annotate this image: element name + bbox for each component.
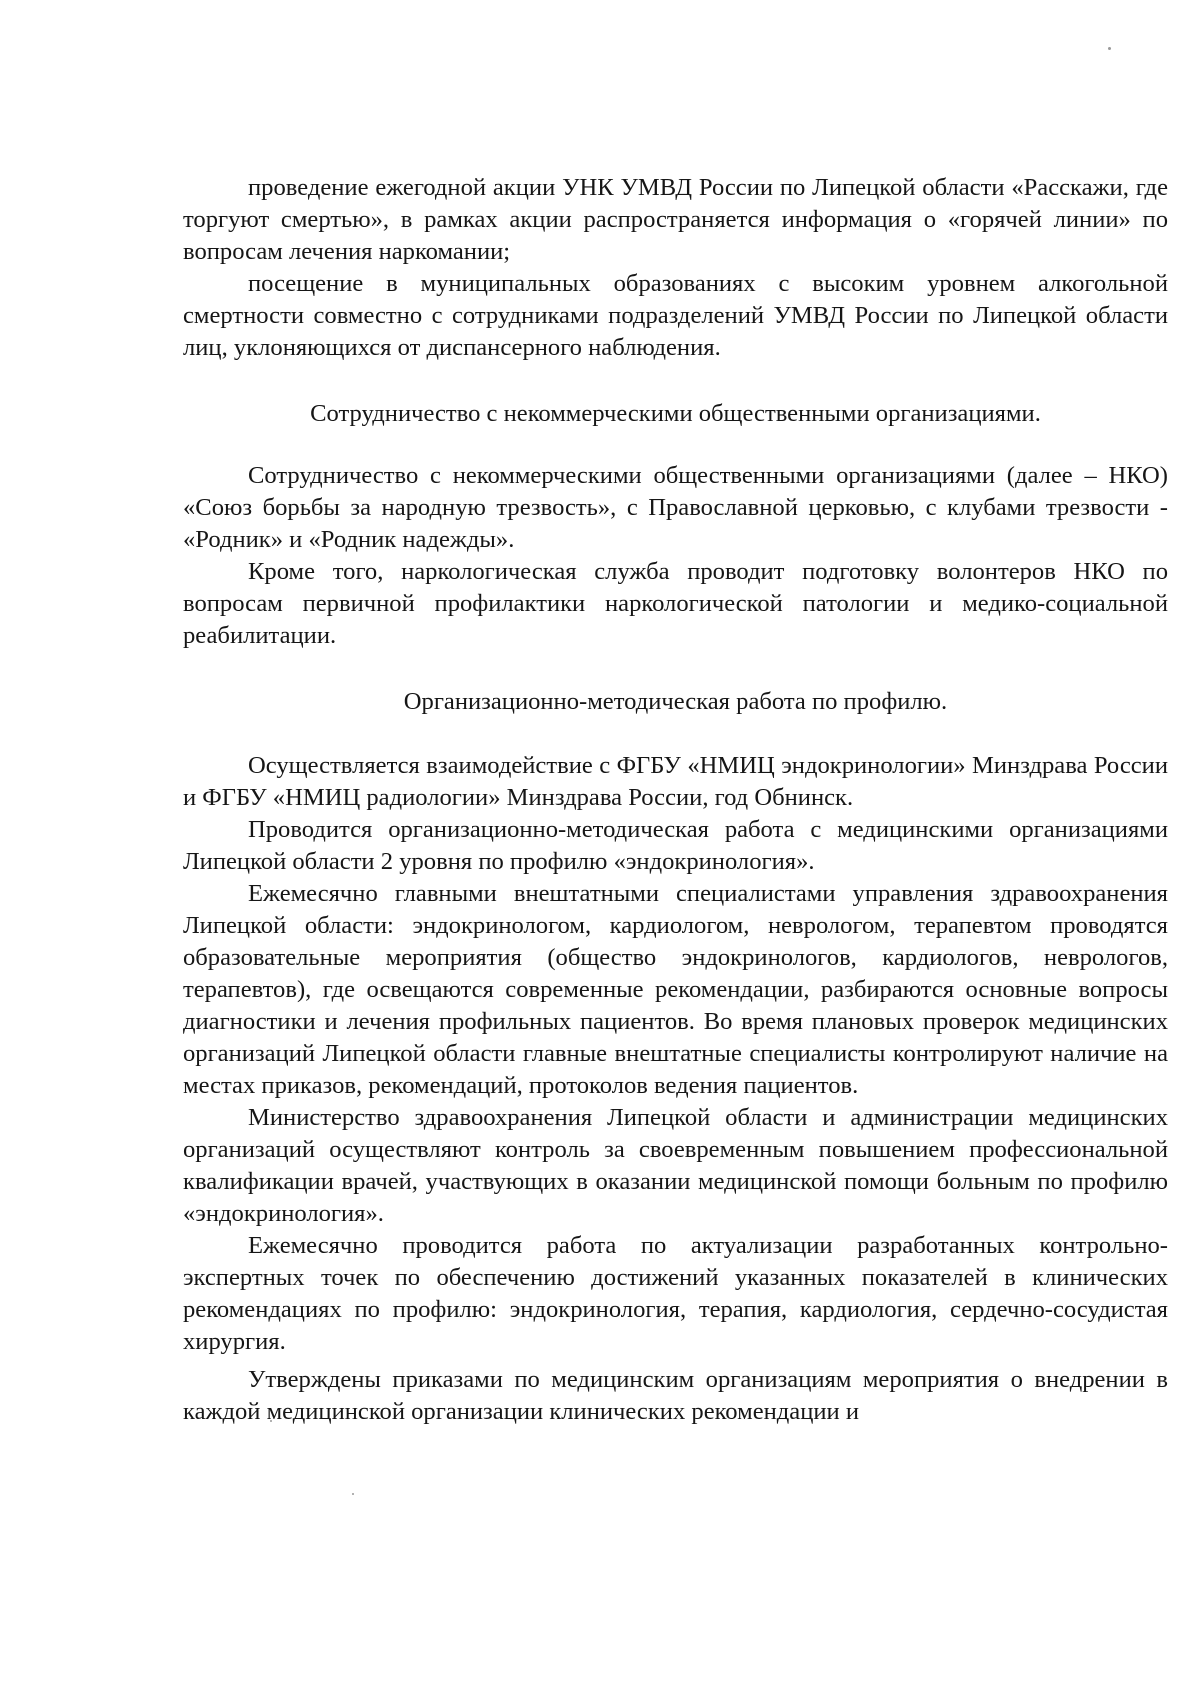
scan-speck	[1108, 47, 1111, 50]
section-heading: Организационно-методическая работа по профилю.	[403, 688, 948, 715]
paragraph: Осуществляется взаимодействие с ФГБУ «НМИЦ эндокринологии» Минздрава России и ФГБУ «НМИЦ радиологии» Минздрава России, год Обнинск.	[183, 752, 1168, 811]
section-1-body	[183, 172, 1168, 364]
scan-speck	[352, 1493, 354, 1495]
section-3-body	[183, 750, 1168, 1428]
paragraph: Утверждены приказами по медицинским организациям мероприятия о внедрении в каждой медицинской организации клинических рекомендации и	[183, 1366, 1168, 1425]
paragraph: Проводится организационно-методическая работа с медицинскими организациями Липецкой области 2 уровня по профилю «эндокринология».	[183, 816, 1168, 875]
paragraph: посещение в муниципальных образованиях с высоким уровнем алкогольной смертности совместно с сотрудниками подразделений УМВД России по Липецкой области лиц, уклоняющихся от диспансерного наблюдения.	[183, 270, 1168, 361]
paragraph: Ежемесячно проводится работа по актуализации разработанных контрольно-экспертных точек по обеспечению достижений указанных показателей в клинических рекомендациях по профилю: эндокринология, терапия, кардиология, сердечно-сосудистая хирургия.	[183, 1232, 1168, 1355]
paragraph: Сотрудничество с некоммерческими общественными организациями (далее – НКО) «Союз борьбы за народную трезвость», с Православной церковью, с клубами трезвости - «Родник» и «Родник надежды».	[183, 462, 1168, 553]
paragraph: Кроме того, наркологическая служба проводит подготовку волонтеров НКО по вопросам первичной профилактики наркологической патологии и медико-социальной реабилитации.	[183, 558, 1168, 649]
section-heading: Сотрудничество с некоммерческими общественными организациями.	[310, 400, 1041, 427]
paragraph: Ежемесячно главными внештатными специалистами управления здравоохранения Липецкой области: эндокринологом, кардиологом, неврологом, терапевтом проводятся образовательные мероприятия (общество эндокринологов, кардиологов, неврологов, терапевтов), где освещаются современные рекомендации, разбираются основные вопросы диагностики и лечения профильных пациентов. Во время плановых проверок медицинских организаций Липецкой области главные внештатные специалисты контролируют наличие на местах приказов, рекомендаций, протоколов ведения пациентов.	[183, 880, 1168, 1099]
paragraph: Министерство здравоохранения Липецкой области и администрации медицинских организаций осуществляют контроль за своевременным повышением профессиональной квалификации врачей, участвующих в оказании медицинской помощи больным по профилю «эндокринология».	[183, 1104, 1168, 1227]
section-2-body	[183, 460, 1168, 652]
paragraph: проведение ежегодной акции УНК УМВД России по Липецкой области «Расскажи, где торгуют смертью», в рамках акции распространяется информация о «горячей линии» по вопросам лечения наркомании;	[183, 174, 1168, 265]
